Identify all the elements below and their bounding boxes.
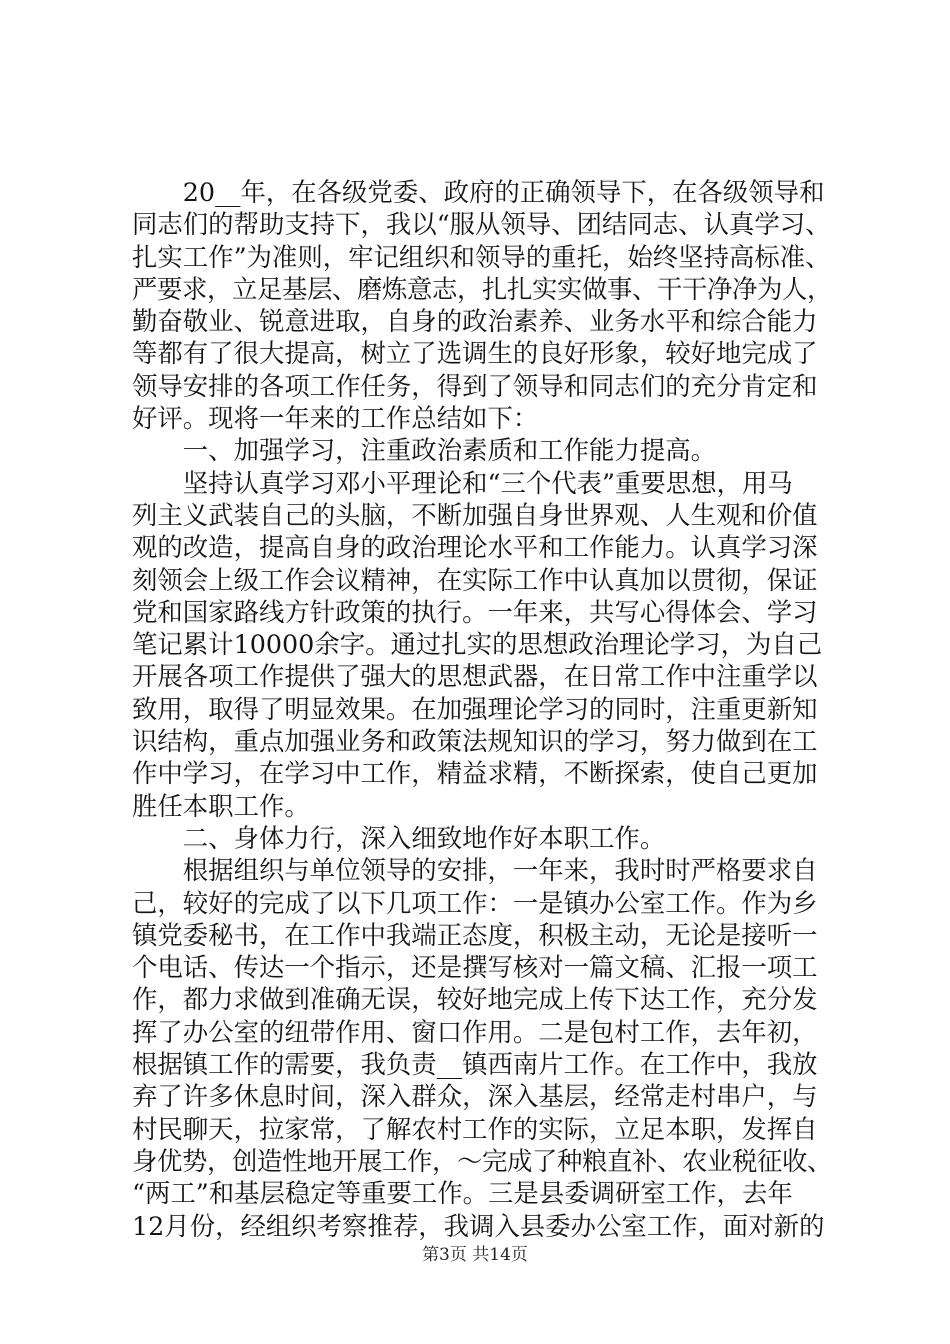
text-line: 坚持认真学习邓小平理论和“三个代表”重要思想，用马 [132,467,793,498]
text-line: 严要求，立足基层、磨炼意志，扎扎实实做事、干干净净为人， [132,273,832,304]
text-line: 好评。现将一年来的工作总结如下： [132,403,539,434]
body-text [132,176,832,1242]
text-line: 识结构，重点加强业务和政策法规知识的学习，努力做到在工 [132,726,818,757]
text-line: 12月份，经组织考察推荐，我调入县委办公室工作，面对新的 [132,1210,825,1241]
text-line: 领导安排的各项工作任务，得到了领导和同志们的充分肯定和 [132,370,818,401]
text-line: “两工”和基层稳定等重要工作。三是县委调研室工作，去年 [132,1178,793,1209]
text-line: 致用，取得了明显效果。在加强理论学习的同时，注重更新知 [132,693,818,724]
page-footer: 第3页 共14页 [422,1245,528,1265]
text-line: 胜任本职工作。 [132,790,310,821]
text-line: 笔记累计10000余字。通过扎实的思想政治理论学习，为自己 [132,629,823,660]
text-line: 根据镇工作的需要，我负责__镇西南片工作。在工作中，我放 [132,1049,818,1080]
text-line: 勤奋敬业、锐意进取，自身的政治素养、业务水平和综合能力 [132,306,818,337]
text-line: 村民聊天，拉家常，了解农村工作的实际，立足本职，发挥自 [132,1113,818,1144]
text-line: 刻领会上级工作会议精神，在实际工作中认真加以贯彻，保证 [132,564,818,595]
text-line: 20__年，在各级党委、政府的正确领导下，在各级领导和 [132,177,825,207]
text-line: 二、身体力行，深入细致地作好本职工作。 [132,822,666,853]
text-line: 个电话、传达一个指示，还是撰写核对一篇文稿、汇报一项工 [132,952,818,983]
text-line: 作中学习，在学习中工作，精益求精，不断探索，使自己更加 [132,758,818,789]
text-line: 弃了许多休息时间，深入群众，深入基层，经常走村串户，与 [132,1081,818,1112]
text-line: 等都有了很大提高，树立了选调生的良好形象，较好地完成了 [132,338,818,369]
text-line: 党和国家路线方针政策的执行。一年来，共写心得体会、学习 [132,596,818,627]
text-line: 挥了办公室的纽带作用、窗口作用。二是包村工作，去年初， [132,1016,818,1047]
text-line: 己，较好的完成了以下几项工作：一是镇办公室工作。作为乡 [132,887,818,918]
text-line: 观的改造，提高自身的政治理论水平和工作能力。认真学习深 [132,532,818,563]
text-line: 作，都力求做到准确无误，较好地完成上传下达工作，充分发 [132,984,818,1015]
text-line: 同志们的帮助支持下，我以“服从领导、团结同志、认真学习、 [132,209,831,240]
text-line: 一、加强学习，注重政治素质和工作能力提高。 [132,435,716,466]
text-line: 镇党委秘书，在工作中我端正态度，积极主动，无论是接听一 [132,919,818,950]
text-line: 扎实工作”为准则，牢记组织和领导的重托，始终坚持高标准、 [132,241,831,272]
text-line: 列主义武装自己的头脑，不断加强自身世界观、人生观和价值 [132,499,818,530]
text-line: 根据组织与单位领导的安排，一年来，我时时严格要求自 [132,855,818,886]
text-line: 开展各项工作提供了强大的思想武器，在日常工作中注重学以 [132,661,818,692]
text-line: 身优势，创造性地开展工作，～完成了种粮直补、农业税征收、 [132,1145,832,1176]
